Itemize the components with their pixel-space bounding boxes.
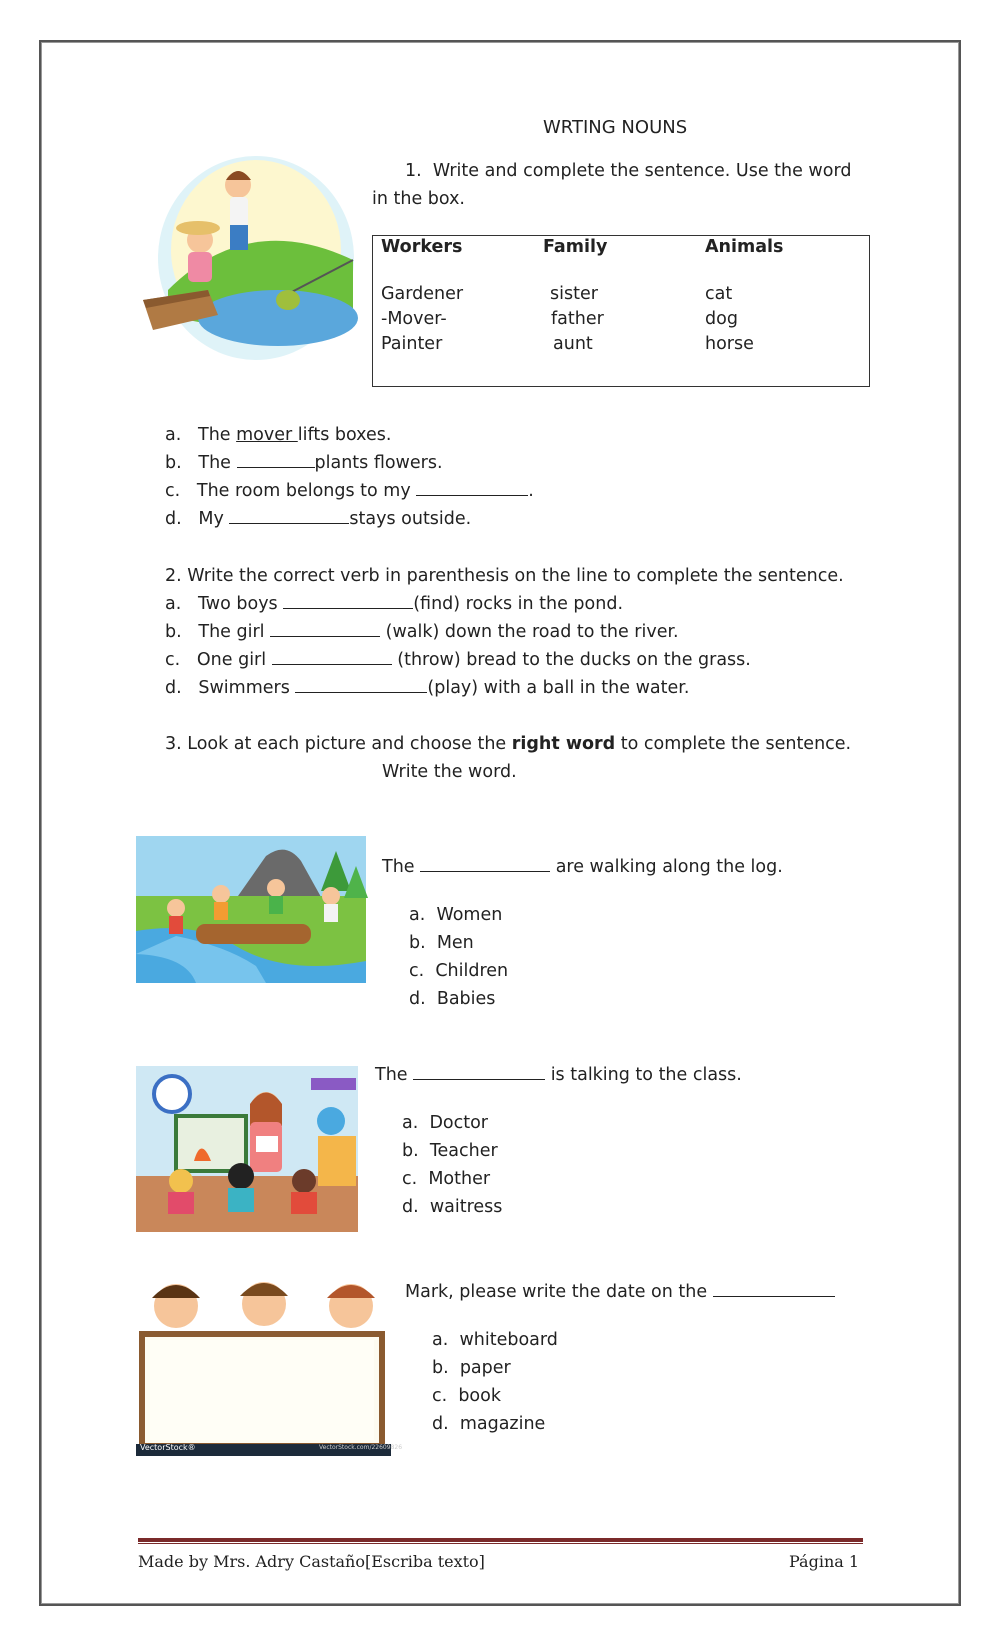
option[interactable]: c. Mother (402, 1169, 491, 1189)
section3-instruction: 3. Look at each picture and choose the right word to complete the sentence. (165, 734, 852, 754)
sentence-1d: d. My stays outside. (165, 509, 472, 529)
column-header: Workers (381, 237, 463, 257)
option[interactable]: b. paper (432, 1358, 511, 1378)
option[interactable]: b. Teacher (402, 1141, 498, 1161)
footer-rule (138, 1538, 863, 1542)
option[interactable]: d. magazine (432, 1414, 546, 1434)
word-item: horse (705, 334, 754, 354)
question-1-options (409, 901, 508, 1013)
answer-blank[interactable] (295, 677, 427, 693)
word-box (372, 235, 870, 387)
answer-blank[interactable] (283, 593, 413, 609)
classroom-illustration (136, 1066, 358, 1232)
word-item: Painter (381, 334, 443, 354)
section1-instruction: 1. Write and complete the sentence. Use the word (405, 161, 852, 181)
word-item: father (551, 309, 604, 329)
sentence-2a: a. Two boys (find) rocks in the pond. (165, 594, 624, 614)
answer-blank[interactable] (270, 621, 380, 637)
section1-instruction-line2: in the box. (372, 189, 465, 209)
answer-blank[interactable] (413, 1064, 545, 1080)
footer-page-number: Página 1 (789, 1552, 860, 1571)
question-3-text: Mark, please write the date on the (405, 1281, 835, 1303)
column-header: Animals (705, 237, 784, 257)
question-2-text: The is talking to the class. (375, 1065, 742, 1085)
page-title: WRTING NOUNS (543, 117, 688, 138)
word-item: aunt (553, 334, 593, 354)
kids-board-illustration (136, 1276, 403, 1456)
word-item: dog (705, 309, 738, 329)
answer-blank[interactable] (229, 508, 349, 524)
answer-text: mover (236, 425, 298, 445)
sentence-1b: b. The plants flowers. (165, 453, 443, 473)
sentence-1a: a. The mover lifts boxes. (165, 425, 392, 445)
board-caption-right: VectorStock.com/22609826 (319, 1444, 403, 1451)
children-log-illustration (136, 836, 366, 983)
word-item: cat (705, 284, 733, 304)
sentence-2c: c. One girl (throw) bread to the ducks on the grass. (165, 650, 751, 670)
answer-blank[interactable] (713, 1281, 835, 1297)
word-item: Gardener (381, 284, 464, 304)
word-item: -Mover- (381, 309, 447, 329)
board-caption-left: VectorStock® (140, 1443, 196, 1452)
sentence-1c: c. The room belongs to my . (165, 481, 534, 501)
option[interactable]: a. Women (409, 905, 503, 925)
question-1-text: The are walking along the log. (382, 857, 783, 877)
word-item: sister (550, 284, 598, 304)
option[interactable]: a. whiteboard (432, 1330, 558, 1350)
option[interactable]: c. Children (409, 961, 509, 981)
option[interactable]: a. Doctor (402, 1113, 489, 1133)
answer-blank[interactable] (237, 452, 315, 468)
answer-blank[interactable] (416, 480, 528, 496)
column-workers (381, 236, 463, 357)
footer-author: Made by Mrs. Adry Castaño[Escriba texto] (138, 1552, 485, 1571)
question-2-options (402, 1109, 502, 1221)
column-header: Family (543, 237, 608, 257)
answer-blank[interactable] (420, 856, 550, 872)
answer-blank[interactable] (272, 649, 392, 665)
section2-instruction: 2. Write the correct verb in parenthesis on the line to complete the sentence. (165, 566, 844, 586)
kids-fishing-illustration (138, 140, 368, 380)
question-3-options (432, 1326, 558, 1438)
option[interactable]: c. book (432, 1386, 501, 1406)
column-animals (705, 236, 783, 357)
column-family (543, 236, 607, 357)
sentence-2d: d. Swimmers (play) with a ball in the water. (165, 678, 690, 698)
option[interactable]: d. Babies (409, 989, 496, 1009)
option[interactable]: d. waitress (402, 1197, 503, 1217)
section3-instruction-line2: Write the word. (382, 762, 517, 782)
sentence-2b: b. The girl (walk) down the road to the river. (165, 622, 679, 642)
footer-rule-thin (138, 1543, 863, 1544)
option[interactable]: b. Men (409, 933, 474, 953)
